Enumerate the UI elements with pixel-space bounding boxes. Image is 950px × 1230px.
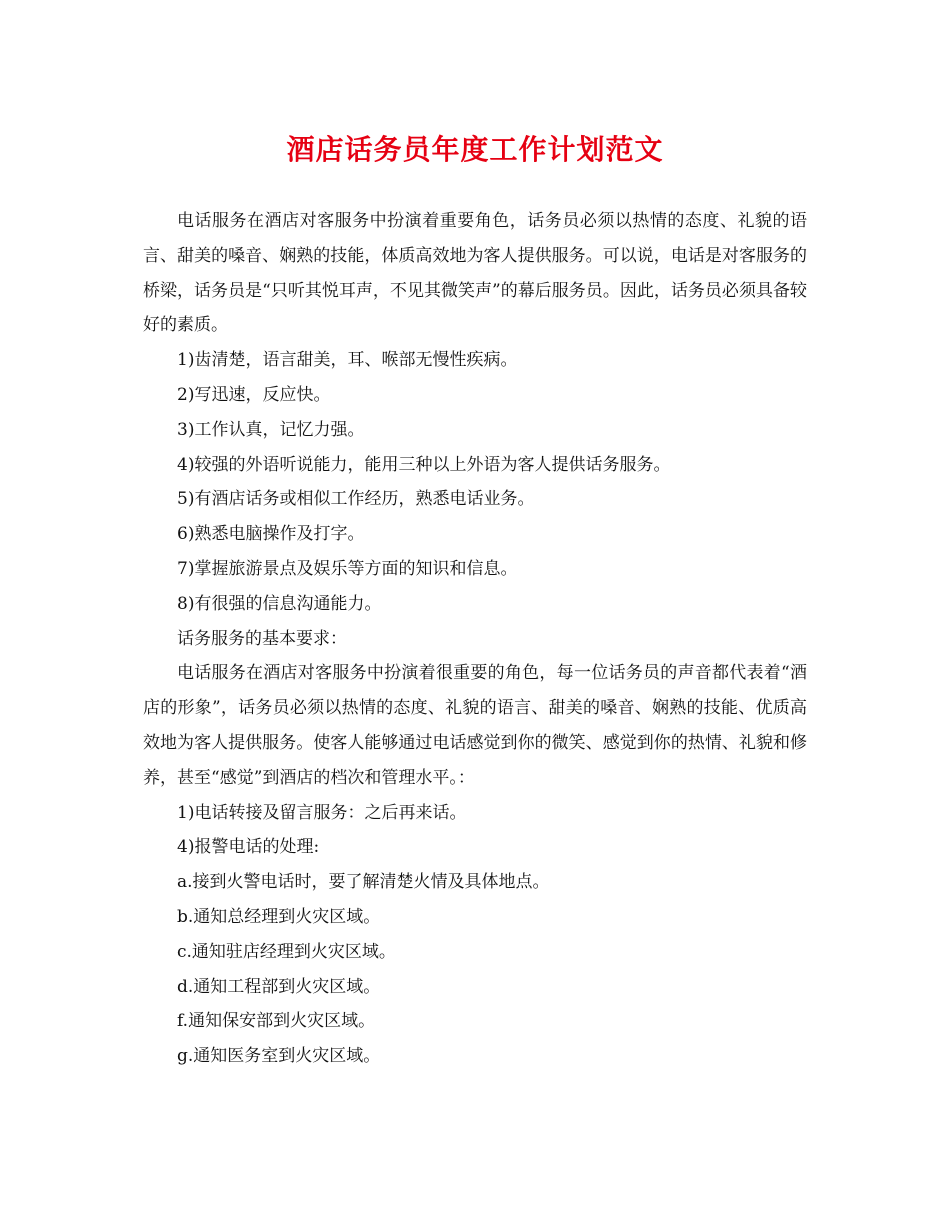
- list-item: 7)掌握旅游景点及娱乐等方面的知识和信息。: [177, 558, 518, 579]
- list-item: g.通知医务室到火灾区域。: [177, 1046, 381, 1067]
- list-item: a.接到火警电话时，要了解清楚火情及具体地点。: [177, 872, 550, 893]
- list-item: 2)写迅速，反应快。: [177, 384, 331, 405]
- document-title: 酒店话务员年度工作计划范文: [286, 133, 664, 166]
- list-item: 5)有酒店话务或相似工作经历，熟悉电话业务。: [177, 489, 535, 510]
- list-item: b.通知总经理到火灾区域。: [177, 906, 381, 927]
- list-item: f.通知保安部到火灾区域。: [177, 1011, 376, 1032]
- list-item: 8)有很强的信息沟通能力。: [177, 593, 382, 614]
- section-heading: 话务服务的基本要求：: [177, 628, 347, 649]
- list-item: c.通知驻店经理到火灾区域。: [177, 941, 396, 962]
- list-item: 4)报警电话的处理:: [177, 837, 320, 858]
- list-item: d.通知工程部到火灾区域。: [177, 976, 381, 997]
- list-item: 3)工作认真，记忆力强。: [177, 419, 365, 440]
- body-paragraph: 电话服务在酒店对客服务中扮演着很重要的角色，每一位话务员的声音都代表着“酒店的形象”，话务员必须以热情的态度、礼貌的语言、甜美的嗓音、娴熟的技能、优质高效地为客人提供服务。使客人能够通过电话感觉到你的微笑、感觉到你的热情、礼貌和修养，甚至“感觉”到酒店的档次和管理水平。：: [143, 663, 807, 788]
- intro-paragraph: 电话服务在酒店对客服务中扮演着重要角色，话务员必须以热情的态度、礼貌的语言、甜美的嗓音、娴熟的技能，体质高效地为客人提供服务。可以说，电话是对客服务的桥梁，话务员是“只听其悦耳声，不见其微笑声”的幕后服务员。因此，话务员必须具备较好的素质。: [143, 211, 807, 336]
- list-item: 1)齿清楚，语言甜美，耳、喉部无慢性疾病。: [177, 350, 518, 371]
- list-item: 4)较强的外语听说能力，能用三种以上外语为客人提供话务服务。: [177, 454, 671, 475]
- list-item: 6)熟悉电脑操作及打字。: [177, 524, 365, 545]
- list-item: 1)电话转接及留言服务：之后再来话。: [177, 802, 467, 823]
- document-body: [143, 204, 807, 1074]
